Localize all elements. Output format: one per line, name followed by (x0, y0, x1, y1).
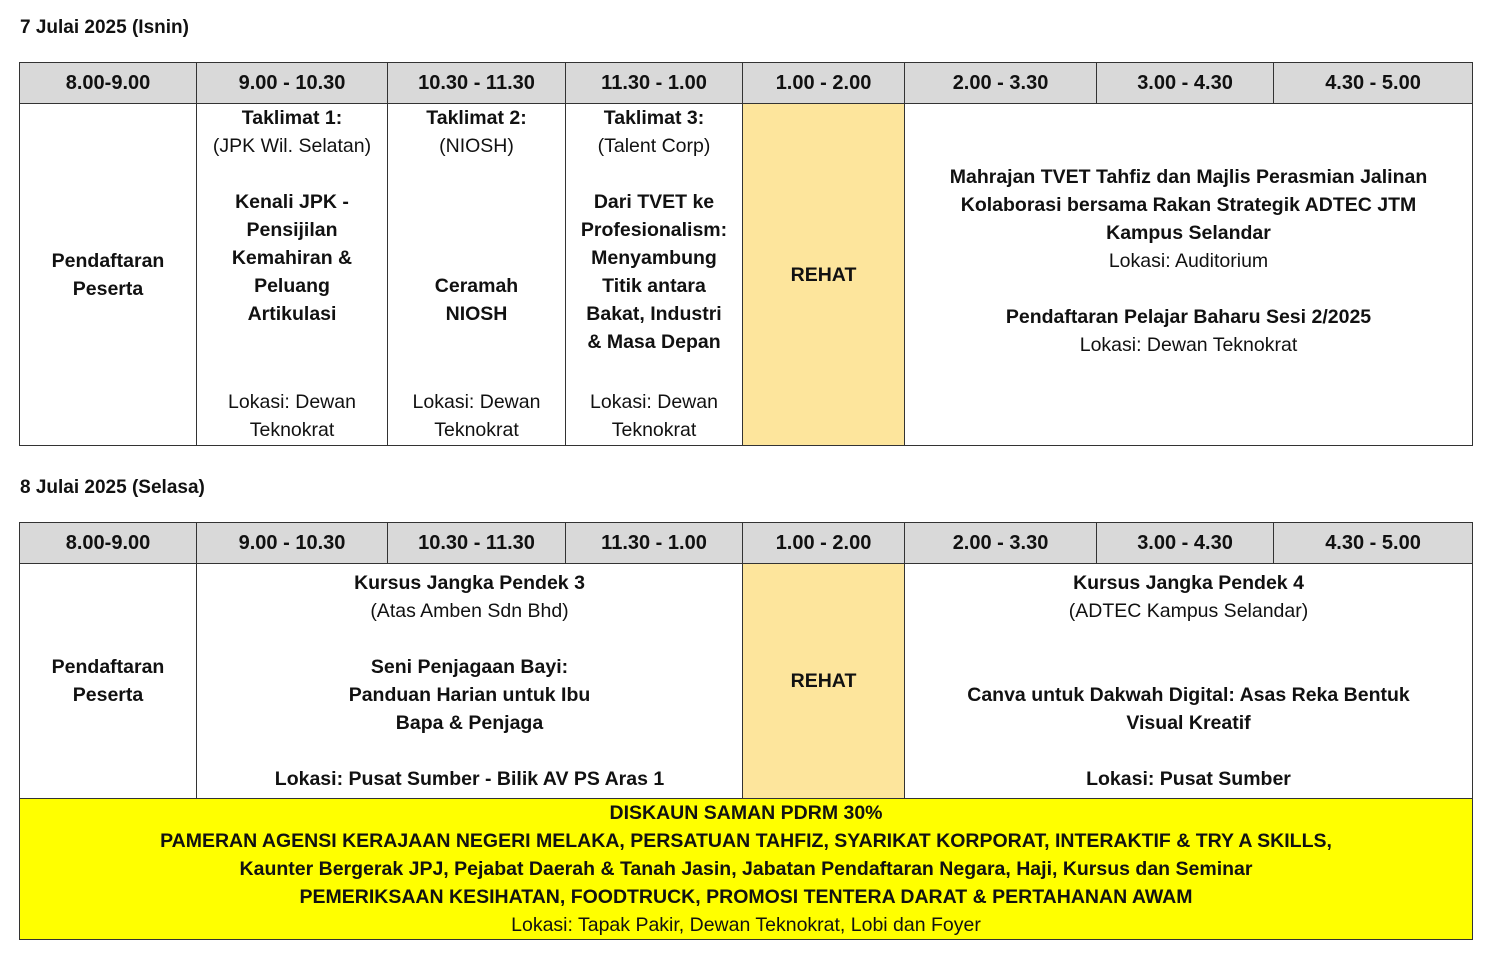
day2-banner-row (20, 799, 1473, 940)
day1-body-row (20, 104, 1473, 446)
course4-topic: Visual Kreatif (1126, 712, 1251, 734)
time-slot: 10.30 - 11.30 (388, 63, 566, 104)
briefing3-org: (Talent Corp) (597, 135, 711, 157)
briefing2-topic: NIOSH (445, 303, 508, 325)
time-slot: 8.00-9.00 (20, 523, 197, 564)
day1-registration-cell (20, 104, 197, 446)
course4-location: Lokasi: Pusat Sumber (1086, 768, 1291, 790)
day1-schedule-table (19, 62, 1473, 446)
briefing1-title: Taklimat 1: (241, 107, 343, 129)
briefing1-location: Teknokrat (249, 419, 335, 441)
day2-title: 8 Julai 2025 (Selasa) (20, 477, 205, 498)
briefing1-topic: Kemahiran & (231, 247, 353, 269)
briefing2-topic: Ceramah (434, 275, 519, 297)
time-slot: 9.00 - 10.30 (197, 523, 388, 564)
day1-afternoon-cell (905, 104, 1473, 446)
time-slot: 3.00 - 4.30 (1097, 63, 1274, 104)
banner-line: PAMERAN AGENSI KERAJAAN NEGERI MELAKA, PERSATUAN TAHFIZ, SYARIKAT KORPORAT, INTERAKTIF & TRY A SKILLS, (160, 830, 1332, 852)
briefing1-topic: Pensijilan (246, 219, 338, 241)
briefing3-cell (566, 104, 743, 446)
briefing3-location: Lokasi: Dewan (590, 391, 718, 413)
day2-break-cell: REHAT (743, 564, 905, 799)
exhibition-banner (20, 799, 1473, 940)
afternoon-event1: Kolaborasi bersama Rakan Strategik ADTEC JTM (960, 193, 1417, 216)
afternoon-event1: Kampus Selandar (1106, 221, 1271, 244)
time-slot: 4.30 - 5.00 (1274, 523, 1473, 564)
course3-topic: Bapa & Penjaga (395, 712, 544, 734)
time-slot: 2.00 - 3.30 (905, 63, 1097, 104)
day2-schedule-table (19, 522, 1473, 940)
day2-body-row (20, 564, 1473, 799)
banner-line: PEMERIKSAAN KESIHATAN, FOODTRUCK, PROMOSI TENTERA DARAT & PERTAHANAN AWAM (299, 886, 1193, 908)
briefing1-location: Lokasi: Dewan (228, 391, 356, 413)
course4-cell (905, 564, 1473, 799)
time-slot: 3.00 - 4.30 (1097, 523, 1274, 564)
briefing3-topic: Dari TVET ke (593, 191, 715, 213)
registration-label: Pendaftaran (51, 656, 165, 678)
day1-break-cell: REHAT (743, 104, 905, 446)
briefing3-topic: Menyambung (591, 247, 717, 269)
afternoon-event1: Mahrajan TVET Tahfiz dan Majlis Perasmian Jalinan (949, 165, 1428, 188)
briefing3-topic: Profesionalism: (580, 219, 728, 241)
afternoon-location1: Lokasi: Auditorium (1108, 249, 1269, 272)
course3-org: (Atas Amben Sdn Bhd) (370, 600, 569, 622)
briefing1-cell (197, 104, 388, 446)
briefing3-location: Teknokrat (611, 419, 697, 441)
time-slot: 9.00 - 10.30 (197, 63, 388, 104)
course4-title: Kursus Jangka Pendek 4 (1073, 572, 1304, 594)
briefing3-topic: Bakat, Industri (586, 303, 722, 325)
course4-org: (ADTEC Kampus Selandar) (1068, 600, 1309, 622)
briefing1-topic: Kenali JPK - (235, 191, 349, 213)
time-slot: 1.00 - 2.00 (743, 523, 905, 564)
registration-label: Peserta (72, 684, 144, 706)
day1-title: 7 Julai 2025 (Isnin) (20, 17, 189, 38)
banner-location: Lokasi: Tapak Pakir, Dewan Teknokrat, Lobi dan Foyer (511, 914, 981, 936)
briefing1-org: (JPK Wil. Selatan) (212, 135, 372, 157)
time-slot: 11.30 - 1.00 (566, 63, 743, 104)
registration-label: Pendaftaran (51, 249, 165, 272)
briefing3-topic: Titik antara (602, 275, 706, 297)
course3-cell (197, 564, 743, 799)
briefing2-title: Taklimat 2: (426, 107, 527, 129)
time-slot: 11.30 - 1.00 (566, 523, 743, 564)
time-slot: 8.00-9.00 (20, 63, 197, 104)
course3-location: Lokasi: Pusat Sumber - Bilik AV PS Aras 1 (274, 768, 665, 790)
briefing1-topic: Artikulasi (247, 303, 337, 325)
briefing2-location: Teknokrat (434, 419, 519, 441)
course3-title: Kursus Jangka Pendek 3 (354, 572, 585, 594)
briefing1-topic: Peluang (254, 275, 330, 297)
time-slot: 1.00 - 2.00 (743, 63, 905, 104)
day2-time-header (20, 523, 1473, 564)
banner-line: DISKAUN SAMAN PDRM 30% (609, 802, 883, 824)
time-slot: 10.30 - 11.30 (388, 523, 566, 564)
briefing3-topic: & Masa Depan (587, 331, 721, 353)
afternoon-event2: Pendaftaran Pelajar Baharu Sesi 2/2025 (1005, 305, 1372, 328)
course4-topic: Canva untuk Dakwah Digital: Asas Reka Bentuk (967, 684, 1410, 706)
briefing3-title: Taklimat 3: (603, 107, 705, 129)
briefing2-location: Lokasi: Dewan (412, 391, 541, 413)
registration-label: Peserta (72, 277, 144, 300)
briefing2-cell (388, 104, 566, 446)
time-slot: 4.30 - 5.00 (1274, 63, 1473, 104)
briefing2-org: (NIOSH) (439, 135, 514, 157)
course3-topic: Seni Penjagaan Bayi: (370, 656, 569, 678)
day1-time-header (20, 63, 1473, 104)
course3-topic: Panduan Harian untuk Ibu (348, 684, 591, 706)
banner-line: Kaunter Bergerak JPJ, Pejabat Daerah & Tanah Jasin, Jabatan Pendaftaran Negara, Haji, Kursus dan Seminar (239, 858, 1253, 880)
time-slot: 2.00 - 3.30 (905, 523, 1097, 564)
day2-registration-cell (20, 564, 197, 799)
afternoon-location2: Lokasi: Dewan Teknokrat (1079, 333, 1298, 356)
